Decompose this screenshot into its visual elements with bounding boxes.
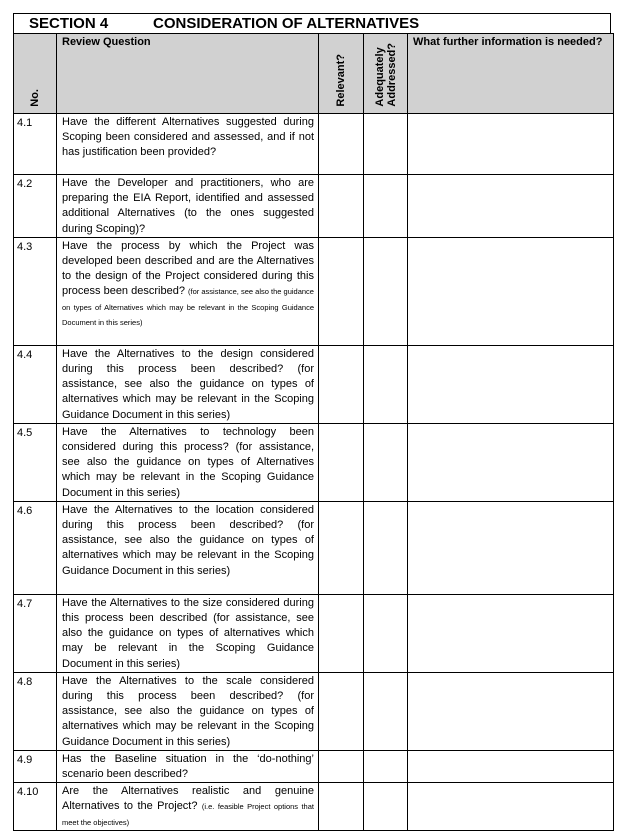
section-number: SECTION 4 <box>29 15 109 32</box>
review-question-text: Has the Baseline situation in the ‘do-nothing’ scenario been described? <box>62 752 314 781</box>
row-number: 4.7 <box>14 594 57 672</box>
header-review-question-label: Review Question <box>62 36 151 48</box>
review-question-cell <box>57 423 319 501</box>
table-row <box>14 501 614 594</box>
table-row <box>14 114 614 175</box>
further-info-cell[interactable] <box>408 672 614 750</box>
relevant-cell[interactable] <box>319 594 364 672</box>
review-question-cell <box>57 345 319 423</box>
review-question-text: Have the Alternatives to the size considered during this process been described (for assistance, see also the guidance on types of alternatives which may be relevant in the Scoping Guidance Document in this series) <box>62 596 314 670</box>
review-question-cell <box>57 114 319 175</box>
table-row <box>14 237 614 345</box>
relevant-cell[interactable] <box>319 114 364 175</box>
row-number: 4.9 <box>14 750 57 782</box>
further-info-cell[interactable] <box>408 750 614 782</box>
review-question-cell <box>57 501 319 594</box>
review-question-text: Have the Alternatives to technology been considered during this process? (for assistance, see also the guidance on types of Alternatives which may be relevant in the Scoping Guidance Document in this series) <box>62 425 314 499</box>
relevant-cell[interactable] <box>319 783 364 831</box>
section-header <box>13 13 611 33</box>
review-question-cell <box>57 672 319 750</box>
header-relevant-label: Relevant? <box>335 54 347 107</box>
table-row <box>14 750 614 782</box>
table-header-row <box>14 34 614 114</box>
review-question-cell <box>57 237 319 345</box>
header-adequately-addressed-label <box>374 43 398 107</box>
review-question-text: Have the Alternatives to the scale considered during this process been described? (for assistance, see also the guidance on types of alternatives which may be relevant in the Scoping Guidance Document in this series) <box>62 674 314 748</box>
header-adequately-addressed <box>364 34 408 114</box>
table-row <box>14 594 614 672</box>
row-number: 4.3 <box>14 237 57 345</box>
section-title: CONSIDERATION OF ALTERNATIVES <box>153 15 420 32</box>
table-row <box>14 175 614 238</box>
header-addressed-text: Addressed? <box>385 43 398 107</box>
review-question-cell <box>57 783 319 831</box>
row-number: 4.4 <box>14 345 57 423</box>
further-info-cell[interactable] <box>408 783 614 831</box>
further-info-cell[interactable] <box>408 501 614 594</box>
review-question-note: (for assistance, see also the guidance on types of Alternatives which may be relevant in the Scoping Guidance Document in this series) <box>62 287 314 327</box>
relevant-cell[interactable] <box>319 175 364 238</box>
header-relevant <box>319 34 364 114</box>
relevant-cell[interactable] <box>319 423 364 501</box>
header-further-info <box>408 34 614 114</box>
review-table <box>13 33 614 831</box>
adequately-addressed-cell[interactable] <box>364 750 408 782</box>
adequately-addressed-cell[interactable] <box>364 501 408 594</box>
adequately-addressed-cell[interactable] <box>364 114 408 175</box>
review-question-note: (i.e. feasible Project options that meet the objectives) <box>62 802 314 827</box>
relevant-cell[interactable] <box>319 345 364 423</box>
adequately-addressed-cell[interactable] <box>364 783 408 831</box>
adequately-addressed-cell[interactable] <box>364 594 408 672</box>
further-info-cell[interactable] <box>408 175 614 238</box>
further-info-cell[interactable] <box>408 423 614 501</box>
row-number: 4.1 <box>14 114 57 175</box>
header-no-label: No. <box>29 89 41 107</box>
relevant-cell[interactable] <box>319 501 364 594</box>
further-info-cell[interactable] <box>408 237 614 345</box>
relevant-cell[interactable] <box>319 750 364 782</box>
header-review-question <box>57 34 319 114</box>
review-question-text: Are the Alternatives realistic and genuine Alternatives to the Project? <box>62 785 314 813</box>
review-question-text: Have the Alternatives to the design considered during this process been described? (for assistance, see also the guidance on types of alternatives which may be relevant in the Scoping Guidance Document in this series) <box>62 347 314 421</box>
review-question-cell <box>57 594 319 672</box>
review-question-text: Have the Developer and practitioners, who are preparing the EIA Report, identified and assessed additional Alternatives (to the ones suggested during Scoping)? <box>62 177 314 235</box>
review-question-cell <box>57 175 319 238</box>
header-adequately-text: Adequately <box>373 47 386 107</box>
table-row <box>14 783 614 831</box>
review-question-text: Have the Alternatives to the location considered during this process been described? (for assistance, see also the guidance on types of alternatives which may be relevant in the Scoping Guidance Document in this series) <box>62 503 314 577</box>
review-question-text: Have the process by which the Project was developed been described and are the Alternatives to the design of the Project considered during this process been described? <box>62 239 314 298</box>
relevant-cell[interactable] <box>319 672 364 750</box>
row-number: 4.6 <box>14 501 57 594</box>
row-number: 4.10 <box>14 783 57 831</box>
header-no <box>14 34 57 114</box>
table-row <box>14 423 614 501</box>
further-info-cell[interactable] <box>408 345 614 423</box>
review-question-cell <box>57 750 319 782</box>
further-info-cell[interactable] <box>408 114 614 175</box>
further-info-cell[interactable] <box>408 594 614 672</box>
adequately-addressed-cell[interactable] <box>364 423 408 501</box>
adequately-addressed-cell[interactable] <box>364 672 408 750</box>
row-number: 4.8 <box>14 672 57 750</box>
adequately-addressed-cell[interactable] <box>364 237 408 345</box>
table-row <box>14 345 614 423</box>
checklist-page <box>13 13 611 831</box>
adequately-addressed-cell[interactable] <box>364 175 408 238</box>
row-number: 4.2 <box>14 175 57 238</box>
table-row <box>14 672 614 750</box>
header-further-info-label: What further information is needed? <box>413 36 603 48</box>
adequately-addressed-cell[interactable] <box>364 345 408 423</box>
relevant-cell[interactable] <box>319 237 364 345</box>
review-question-text: Have the different Alternatives suggested during Scoping been considered and assessed, and if not has justification been provided? <box>62 116 314 159</box>
row-number: 4.5 <box>14 423 57 501</box>
